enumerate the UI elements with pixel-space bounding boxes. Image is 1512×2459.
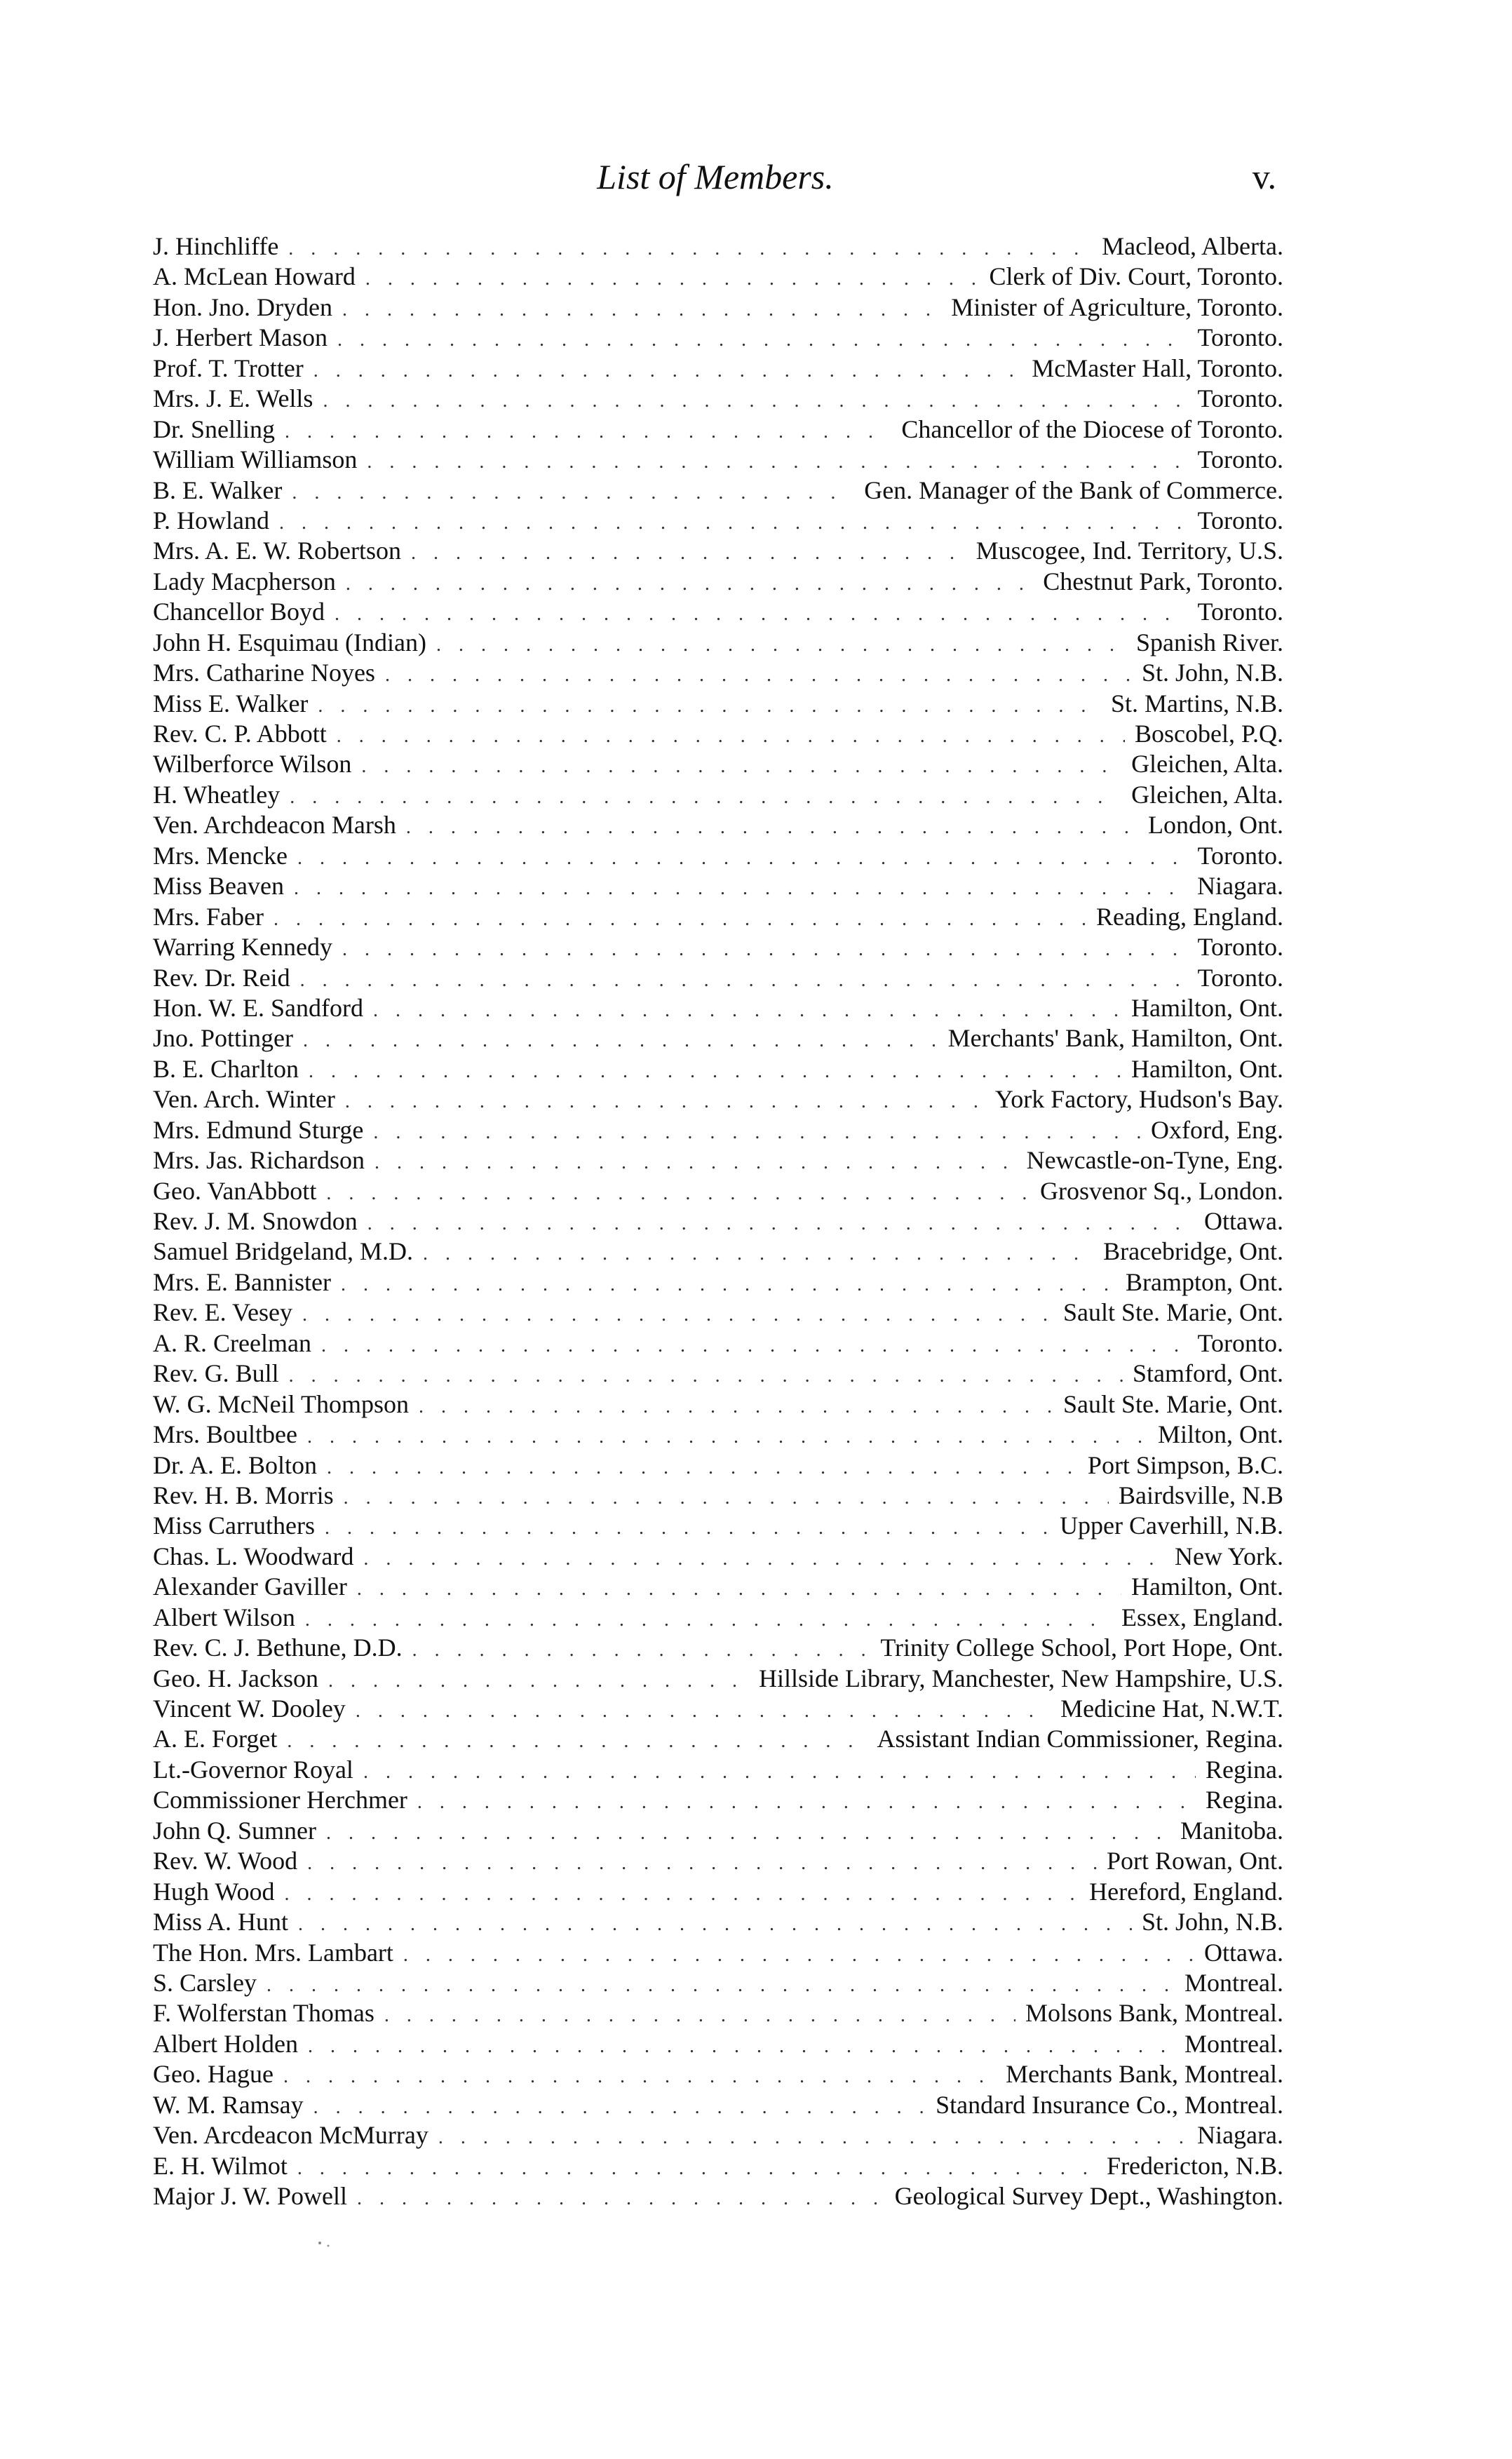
member-row: [153, 1298, 1283, 1328]
member-place: London, Ont.: [1148, 811, 1283, 840]
member-place: Geological Survey Dept., Washington.: [894, 2182, 1283, 2210]
member-name: Ven. Arch. Winter: [153, 1085, 335, 1114]
member-row: [153, 506, 1283, 536]
dot-leader: [289, 1361, 1123, 1391]
member-name: J. Hinchliffe: [153, 232, 279, 260]
member-name: William Williamson: [153, 445, 358, 474]
member-row: [153, 1907, 1283, 1937]
member-row: [153, 2029, 1283, 2059]
member-place: Stamford, Ont.: [1133, 1359, 1283, 1388]
member-row: [153, 231, 1283, 262]
member-place: Toronto.: [1197, 933, 1283, 962]
dot-leader: [327, 1453, 1078, 1483]
member-row: [153, 1145, 1283, 1175]
dot-leader: [326, 1178, 1030, 1208]
member-row: [153, 1115, 1283, 1145]
member-name: E. H. Wilmot: [153, 2151, 288, 2180]
member-place: Niagara.: [1197, 872, 1283, 901]
member-row: [153, 1877, 1283, 1907]
dot-leader: [363, 1544, 1165, 1574]
member-row: [153, 1420, 1283, 1450]
member-name: Mrs. J. E. Wells: [153, 384, 313, 413]
member-place: Regina.: [1206, 1786, 1283, 1814]
dot-leader: [308, 2031, 1175, 2061]
member-row: [153, 567, 1283, 597]
member-name: Albert Wilson: [153, 1603, 295, 1631]
member-name: Lady Macpherson: [153, 567, 336, 595]
member-row: [153, 1511, 1283, 1541]
member-name: W. M. Ramsay: [153, 2090, 304, 2119]
member-place: Toronto.: [1197, 445, 1283, 474]
member-row: [153, 1237, 1283, 1267]
member-place: Milton, Ont.: [1157, 1420, 1283, 1449]
member-row: [153, 1359, 1283, 1389]
dot-leader: [274, 904, 1086, 934]
dot-leader: [300, 965, 1188, 995]
dot-leader: [367, 447, 1187, 477]
dot-leader: [326, 1818, 1170, 1848]
member-place: Hereford, England.: [1089, 1877, 1283, 1906]
member-name: John H. Esquimau (Indian): [153, 628, 426, 656]
member-row: [153, 1084, 1283, 1114]
member-name: B. E. Walker: [153, 476, 283, 504]
dot-leader: [302, 1300, 1053, 1330]
member-place: Oxford, Eng.: [1151, 1115, 1283, 1144]
member-name: Jno. Pottinger: [153, 1024, 294, 1053]
member-row: [153, 1023, 1283, 1053]
member-place: Merchants' Bank, Hamilton, Ont.: [947, 1024, 1283, 1053]
member-name: Geo. VanAbbott: [153, 1176, 317, 1205]
member-place: McMaster Hall, Toronto.: [1032, 353, 1283, 382]
paper-speck-marks: [316, 2237, 337, 2378]
member-name: The Hon. Mrs. Lambart: [153, 1938, 393, 1967]
member-row: [153, 2090, 1283, 2120]
member-row: [153, 749, 1283, 779]
member-place: Sault Ste. Marie, Ont.: [1063, 1389, 1283, 1418]
dot-leader: [287, 1726, 867, 1756]
member-name: Miss E. Walker: [153, 689, 309, 718]
member-place: Sault Ste. Marie, Ont.: [1063, 1298, 1283, 1327]
member-name: Mrs. Catharine Noyes: [153, 659, 375, 687]
member-row: [153, 1389, 1283, 1420]
member-place: Gleichen, Alta.: [1131, 780, 1283, 809]
member-name: Major J. W. Powell: [153, 2182, 348, 2210]
dot-leader: [341, 1269, 1116, 1300]
member-name: A. McLean Howard: [153, 262, 356, 291]
member-place: Niagara.: [1197, 2121, 1283, 2150]
running-title: List of Members.: [597, 157, 834, 196]
member-name: Rev. H. B. Morris: [153, 1481, 334, 1509]
member-place: St. Martins, N.B.: [1110, 689, 1283, 718]
member-row: [153, 2059, 1283, 2089]
dot-leader: [411, 538, 966, 568]
dot-leader: [337, 325, 1188, 355]
member-place: Merchants Bank, Montreal.: [1006, 2060, 1283, 2089]
member-name: A. R. Creelman: [153, 1328, 311, 1357]
dot-leader: [345, 1086, 985, 1117]
member-name: Ven. Archdeacon Marsh: [153, 811, 396, 840]
member-row: [153, 597, 1283, 627]
member-place: Trinity College School, Port Hope, Ont.: [880, 1633, 1283, 1662]
dot-leader: [344, 1483, 1109, 1513]
member-place: Spanish River.: [1135, 628, 1283, 656]
member-row: [153, 1938, 1283, 1968]
member-name: Mrs. Faber: [153, 902, 264, 931]
member-row: [153, 932, 1283, 962]
member-place: Grosvenor Sq., London.: [1040, 1176, 1283, 1205]
member-place: Gen. Manager of the Bank of Commerce.: [864, 476, 1283, 504]
member-name: P. Howland: [153, 506, 270, 534]
dot-leader: [384, 2000, 1015, 2030]
member-name: Rev. E. Vesey: [153, 1298, 292, 1327]
member-name: Dr. A. E. Bolton: [153, 1450, 318, 1479]
dot-leader: [363, 1757, 1196, 1787]
dot-leader: [367, 1208, 1194, 1239]
dot-leader: [436, 630, 1126, 660]
member-row: [153, 1450, 1283, 1481]
member-row: [153, 1176, 1283, 1206]
dot-leader: [294, 873, 1187, 903]
member-place: Toronto.: [1197, 963, 1283, 992]
member-name: Dr. Snelling: [153, 415, 276, 443]
dot-leader: [423, 1239, 1093, 1269]
member-place: Ottawa.: [1204, 1938, 1283, 1967]
dot-leader: [419, 1392, 1053, 1422]
dot-leader: [285, 417, 891, 447]
dot-leader: [342, 934, 1188, 964]
member-row: [153, 384, 1283, 414]
dot-leader: [335, 599, 1188, 629]
dot-leader: [266, 1970, 1175, 2000]
dot-leader: [357, 1574, 1121, 1604]
member-place: Toronto.: [1197, 841, 1283, 870]
dot-leader: [321, 1330, 1188, 1361]
member-name: Mrs. E. Bannister: [153, 1267, 331, 1296]
dot-leader: [328, 1666, 749, 1696]
member-row: [153, 353, 1283, 384]
member-name: Ven. Arcdeacon McMurray: [153, 2121, 428, 2150]
member-place: Regina.: [1206, 1755, 1283, 1784]
member-name: Rev. J. M. Snowdon: [153, 1207, 358, 1235]
member-row: [153, 1724, 1283, 1754]
dot-leader: [284, 1879, 1079, 1909]
member-place: Fredericton, N.B.: [1107, 2151, 1283, 2180]
member-name: Samuel Bridgeland, M.D.: [153, 1237, 413, 1266]
member-place: Medicine Hat, N.W.T.: [1060, 1695, 1283, 1723]
member-row: [153, 1542, 1283, 1572]
member-place: Toronto.: [1197, 1328, 1283, 1357]
member-place: St. John, N.B.: [1141, 1908, 1283, 1936]
member-row: [153, 1968, 1283, 1998]
dot-leader: [313, 2092, 926, 2122]
dot-leader: [290, 782, 1121, 812]
member-name: J. Herbert Mason: [153, 323, 328, 352]
member-place: Toronto.: [1197, 506, 1283, 534]
member-row: [153, 963, 1283, 993]
dot-leader: [318, 691, 1101, 721]
member-row: [153, 1206, 1283, 1237]
dot-leader: [305, 1605, 1112, 1635]
member-name: H. Wheatley: [153, 780, 281, 809]
member-row: [153, 628, 1283, 658]
member-row: [153, 810, 1283, 840]
member-row: [153, 262, 1283, 292]
member-place: Minister of Agriculture, Toronto.: [951, 292, 1283, 321]
member-name: B. E. Charlton: [153, 1054, 299, 1083]
member-row: [153, 1481, 1283, 1511]
member-name: F. Wolferstan Thomas: [153, 1999, 374, 2028]
member-row: [153, 536, 1283, 566]
member-place: Hamilton, Ont.: [1131, 993, 1283, 1022]
dot-leader: [356, 1696, 1051, 1726]
member-place: St. John, N.B.: [1141, 659, 1283, 687]
member-row: [153, 1054, 1283, 1084]
member-row: [153, 445, 1283, 475]
member-name: Lt.-Governor Royal: [153, 1755, 353, 1784]
member-name: Mrs. Jas. Richardson: [153, 1146, 365, 1175]
member-place: Hamilton, Ont.: [1131, 1054, 1283, 1083]
dot-leader: [307, 1848, 1097, 1878]
member-place: Port Rowan, Ont.: [1107, 1847, 1283, 1875]
member-name: Miss Carruthers: [153, 1511, 315, 1540]
member-name: Miss Beaven: [153, 872, 284, 901]
member-row: [153, 2151, 1283, 2181]
dot-leader: [342, 295, 941, 325]
member-row: [153, 993, 1283, 1023]
member-place: Molsons Bank, Montreal.: [1025, 1999, 1283, 2028]
dot-leader: [307, 1422, 1148, 1452]
dot-leader: [346, 569, 1033, 599]
member-name: Hugh Wood: [153, 1877, 275, 1906]
dot-leader: [297, 843, 1188, 873]
member-name: Rev. Dr. Reid: [153, 963, 290, 992]
member-row: [153, 1785, 1283, 1815]
member-place: Montreal.: [1184, 1968, 1283, 1997]
member-row: [153, 2181, 1283, 2211]
member-row: [153, 780, 1283, 810]
dot-leader: [325, 1513, 1050, 1543]
member-row: [153, 719, 1283, 749]
dot-leader: [283, 2061, 996, 2091]
dot-leader: [374, 1147, 1017, 1178]
member-row: [153, 658, 1283, 688]
member-name: Chancellor Boyd: [153, 598, 325, 626]
page-header: [154, 156, 1276, 198]
member-row: [153, 323, 1283, 353]
member-name: Warring Kennedy: [153, 933, 333, 962]
member-name: Chas. L. Woodward: [153, 1542, 354, 1570]
member-place: Gleichen, Alta.: [1131, 750, 1283, 779]
member-name: Rev. G. Bull: [153, 1359, 279, 1388]
member-row: [153, 1572, 1283, 1602]
member-place: Toronto.: [1197, 598, 1283, 626]
member-place: Bairdsville, N.B: [1119, 1481, 1283, 1509]
member-row: [153, 2120, 1283, 2150]
dot-leader: [292, 478, 854, 508]
dot-leader: [303, 1025, 938, 1056]
member-place: Essex, England.: [1121, 1603, 1283, 1631]
member-row: [153, 1664, 1283, 1694]
member-row: [153, 1755, 1283, 1785]
member-row: [153, 1694, 1283, 1724]
member-name: Albert Holden: [153, 2029, 298, 2058]
dot-leader: [323, 386, 1187, 416]
member-name: A. E. Forget: [153, 1725, 278, 1753]
member-row: [153, 902, 1283, 932]
dot-leader: [403, 1940, 1194, 1970]
dot-leader: [417, 1787, 1196, 1817]
dot-leader: [385, 660, 1132, 690]
member-place: Chestnut Park, Toronto.: [1043, 567, 1283, 595]
member-row: [153, 1603, 1283, 1633]
member-name: Prof. T. Trotter: [153, 353, 304, 382]
member-place: Brampton, Ont.: [1126, 1267, 1283, 1296]
member-row: [153, 1633, 1283, 1663]
dot-leader: [357, 2183, 885, 2214]
member-row: [153, 689, 1283, 719]
member-place: Toronto.: [1197, 384, 1283, 413]
member-place: Montreal.: [1184, 2029, 1283, 2058]
dot-leader: [288, 234, 1092, 264]
dot-leader: [406, 812, 1138, 842]
dot-leader: [298, 1909, 1132, 1939]
member-place: Port Simpson, B.C.: [1087, 1450, 1283, 1479]
member-place: Assistant Indian Commissioner, Regina.: [877, 1725, 1283, 1753]
member-name: Mrs. Boultbee: [153, 1420, 297, 1449]
member-place: Reading, England.: [1096, 902, 1283, 931]
member-place: New York.: [1174, 1542, 1283, 1570]
member-name: Miss A. Hunt: [153, 1908, 289, 1936]
member-name: Commissioner Herchmer: [153, 1786, 407, 1814]
member-name: Rev. C. P. Abbott: [153, 720, 327, 748]
member-row: [153, 476, 1283, 506]
member-place: York Factory, Hudson's Bay.: [994, 1085, 1283, 1114]
member-place: Bracebridge, Ont.: [1103, 1237, 1283, 1266]
member-place: Ottawa.: [1204, 1207, 1283, 1235]
member-name: John Q. Sumner: [153, 1816, 316, 1845]
member-row: [153, 1998, 1283, 2028]
dot-leader: [373, 995, 1121, 1025]
dot-leader: [297, 2153, 1097, 2183]
member-row: [153, 841, 1283, 871]
member-row: [153, 1846, 1283, 1876]
member-name: Geo. H. Jackson: [153, 1664, 318, 1692]
member-name: Rev. W. Wood: [153, 1847, 298, 1875]
member-row: [153, 1816, 1283, 1846]
member-place: Hamilton, Ont.: [1131, 1572, 1283, 1601]
member-list: [153, 231, 1283, 2211]
member-place: Standard Insurance Co., Montreal.: [936, 2090, 1283, 2119]
member-name: Geo. Hague: [153, 2060, 274, 2089]
member-name: Hon. Jno. Dryden: [153, 292, 332, 321]
member-name: Rev. C. J. Bethune, D.D.: [153, 1633, 403, 1662]
member-row: [153, 292, 1283, 323]
member-place: Hillside Library, Manchester, New Hampshire, U.S.: [758, 1664, 1283, 1692]
member-place: Upper Caverhill, N.B.: [1060, 1511, 1283, 1540]
member-name: Alexander Gaviller: [153, 1572, 347, 1601]
dot-leader: [313, 356, 1022, 386]
member-name: S. Carsley: [153, 1968, 257, 1997]
member-row: [153, 1267, 1283, 1298]
page-number: v.: [1252, 157, 1276, 196]
member-name: Mrs. Edmund Sturge: [153, 1115, 364, 1144]
member-row: [153, 1328, 1283, 1359]
member-name: Vincent W. Dooley: [153, 1695, 346, 1723]
dot-leader: [412, 1635, 871, 1665]
dot-leader: [337, 721, 1125, 751]
member-place: Muscogee, Ind. Territory, U.S.: [976, 537, 1283, 565]
member-name: Mrs. Mencke: [153, 841, 288, 870]
dot-leader: [365, 264, 980, 294]
member-place: Chancellor of the Diocese of Toronto.: [901, 415, 1283, 443]
dot-leader: [361, 751, 1121, 781]
member-place: Boscobel, P.Q.: [1134, 720, 1283, 748]
member-name: W. G. McNeil Thompson: [153, 1389, 409, 1418]
member-row: [153, 871, 1283, 901]
dot-leader: [279, 508, 1188, 538]
member-name: Mrs. A. E. W. Robertson: [153, 537, 402, 565]
member-place: Macleod, Alberta.: [1102, 232, 1283, 260]
dot-leader: [309, 1056, 1121, 1086]
member-place: Toronto.: [1197, 323, 1283, 352]
member-name: Hon. W. E. Sandford: [153, 993, 363, 1022]
member-name: Wilberforce Wilson: [153, 750, 352, 779]
dot-leader: [438, 2122, 1187, 2153]
member-place: Newcastle-on-Tyne, Eng.: [1026, 1146, 1283, 1175]
member-row: [153, 415, 1283, 445]
dot-leader: [373, 1117, 1141, 1147]
member-place: Clerk of Div. Court, Toronto.: [989, 262, 1283, 291]
member-place: Manitoba.: [1180, 1816, 1283, 1845]
